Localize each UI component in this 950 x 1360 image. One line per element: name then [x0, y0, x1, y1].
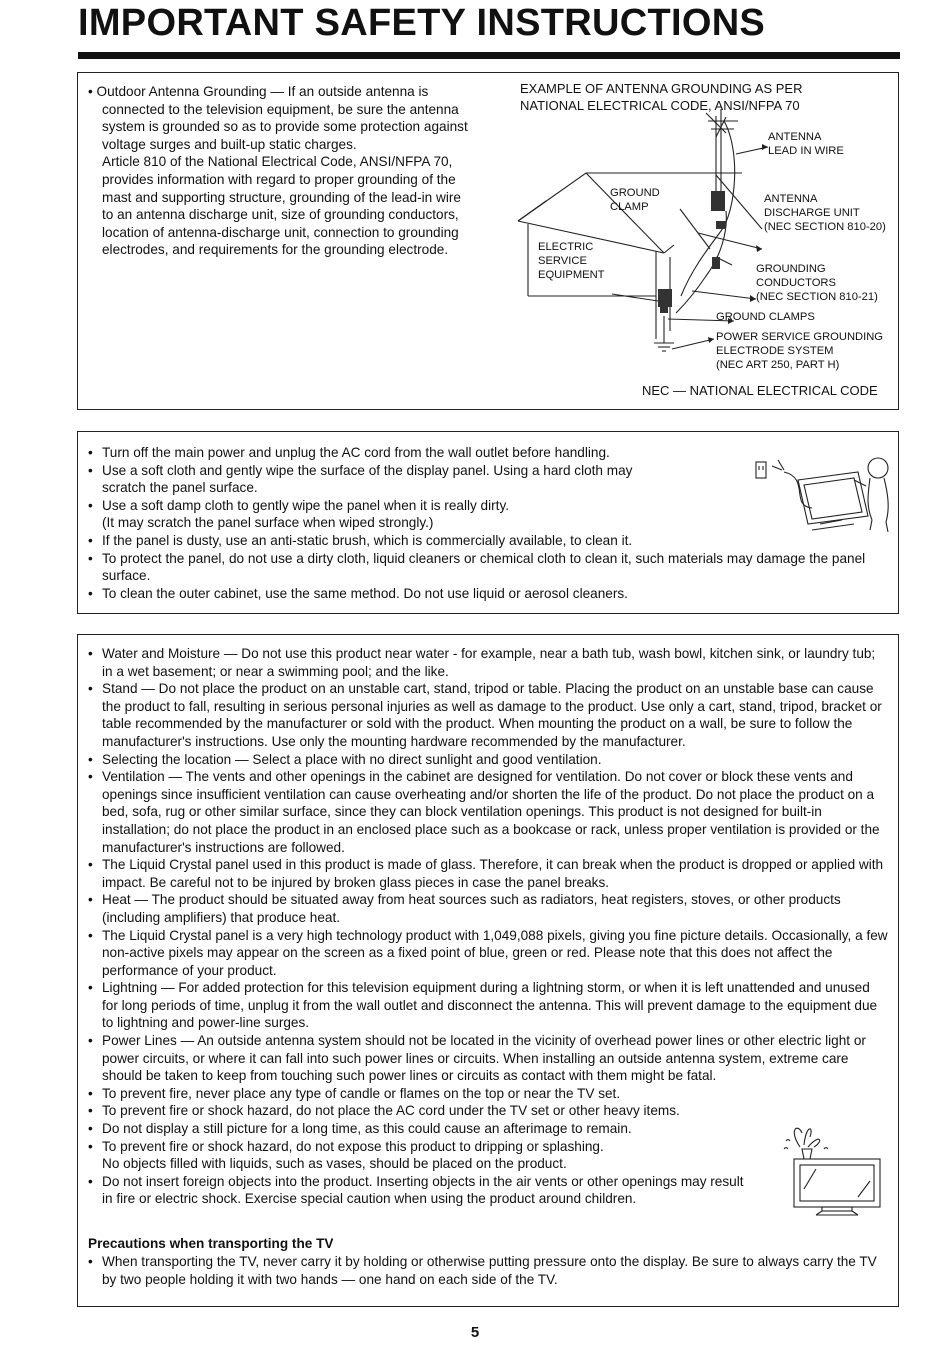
antenna-line: location of antenna-discharge unit, connection to grounding — [102, 224, 459, 240]
item-text: Stand — Do not place the product on an unstable cart, stand, tripod or table. Placing the product on an unstable base can cause the product to fall, resulting in serious personal injuries as well as damage to the product. Use only a cart, stand, tripod, bracket or table recommended by the manufacturer or sold with the product. When mounting the product on a wall, be sure to follow the manufacturer's instructions. Use only the mounting hardware recommended by the manufacturer. — [102, 681, 882, 749]
list-item — [88, 585, 888, 603]
list-item — [88, 1120, 888, 1138]
list-item — [88, 856, 888, 891]
list-item — [88, 1102, 888, 1120]
item-text: Lightning — For added protection for this television equipment during a lightning storm, or when it is left unattended and unused for long periods of time, unplug it from the wall outlet and disconnect the antenna. This will prevent damage to the equipment due to lightning and power-line surges. — [102, 980, 878, 1031]
item-text: To prevent fire, never place any type of candle or flames on the top or near the TV set. — [102, 1085, 621, 1101]
vase-on-tv-illustration — [778, 1119, 888, 1227]
item-text: Selecting the location — Select a place with no direct sunlight and good ventilation. — [102, 751, 602, 767]
label-electric-service: ELECTRIC — [538, 241, 594, 253]
label-power-service: ELECTRODE SYSTEM — [716, 345, 834, 357]
label-ground-clamps: GROUND CLAMPS — [716, 311, 815, 323]
antenna-line: mast and supporting structure, grounding of the lead-in wire — [102, 189, 461, 205]
label-antenna-lead: LEAD IN WIRE — [768, 145, 844, 157]
item-text: scratch the panel surface. — [102, 480, 258, 496]
nec-legend: NEC — NATIONAL ELECTRICAL CODE — [642, 383, 878, 398]
list-item — [88, 645, 888, 680]
label-electric-service: EQUIPMENT — [538, 269, 605, 281]
item-text: To clean the outer cabinet, use the same method. Do not use liquid or aerosol cleaners. — [102, 585, 628, 601]
list-item — [88, 891, 888, 926]
title-rule — [78, 52, 900, 59]
item-text: Heat — The product should be situated away from heat sources such as radiators, heat registers, stoves, or other products (including amplifiers) that produce heat. — [102, 892, 841, 925]
antenna-grounding-diagram — [516, 81, 896, 407]
antenna-line: Article 810 of the National Electrical Code, ANSI/NFPA 70, — [102, 154, 453, 170]
antenna-line: • Outdoor Antenna Grounding — If an outside antenna is — [88, 84, 429, 99]
list-item — [88, 1253, 888, 1288]
item-text: The Liquid Crystal panel used in this product is made of glass. Therefore, it can break when the product is dropped or applied with impact. Be careful not to be injured by broken glass pieces in case the panel breaks. — [102, 857, 884, 890]
label-grounding-conductors: (NEC SECTION 810-21) — [756, 291, 878, 303]
item-text: If the panel is dusty, use an anti-static brush, which is commercially available, to clean it. — [102, 532, 633, 548]
transport-section — [88, 1223, 888, 1288]
item-text: Do not insert foreign objects into the product. Inserting objects in the air vents or other openings may result in fire or electric shock. Exercise special caution when using the product around children. — [102, 1173, 744, 1207]
antenna-line: connected to the television equipment, be sure the antenna — [102, 101, 459, 117]
item-text: Ventilation — The vents and other openings in the cabinet are designed for ventilation. Do not cover or block these vents and openings since insufficient ventilation can cause overheating and/or shorten the life of the product. Do not place the product on a bed, sofa, rug or other similar surface, since they can block ventilation openings. This product is not designed for built-in installation; do not place the product in an enclosed place such as a bookcase or rack, unless proper ventilation is provided or the manufacturer's instructions are followed. — [102, 769, 880, 855]
antenna-grounding-section — [77, 72, 899, 410]
list-item — [88, 1085, 888, 1103]
list-item — [88, 751, 888, 769]
label-electric-service: SERVICE — [538, 255, 587, 267]
item-text: Do not display a still picture for a long time, as this could cause an afterimage to remain. — [102, 1121, 632, 1137]
item-text: Power Lines — An outside antenna system should not be located in the vicinity of overhead power lines or other electric light or power circuits, or where it can fall into such power lines or circuits. When installing an outside antenna system, extreme care should be taken to keep from touching such power lines or circuits as contact with them might be fatal. — [102, 1033, 866, 1084]
list-item — [88, 768, 888, 856]
label-grounding-conductors: CONDUCTORS — [756, 277, 836, 289]
safety-list — [88, 645, 888, 1208]
general-safety-section — [77, 634, 899, 1307]
antenna-line: voltage surges and built-up static charges. — [102, 136, 357, 152]
item-text: Use a soft cloth and gently wipe the surface of the display panel. Using a hard cloth may — [102, 462, 633, 478]
item-text: To protect the panel, do not use a dirty cloth, liquid cleaners or chemical cloth to clean it, such materials may damage the panel surface. — [102, 550, 866, 584]
diagram-heading: EXAMPLE OF ANTENNA GROUNDING AS PER — [520, 81, 803, 96]
item-text: To prevent fire or shock hazard, do not place the AC cord under the TV set or other heavy items. — [102, 1103, 680, 1119]
item-text: No objects filled with liquids, such as vases, should be placed on the product. — [102, 1156, 567, 1172]
cleaning-section — [77, 431, 899, 614]
list-item — [88, 927, 888, 980]
item-text: When transporting the TV, never carry it by holding or otherwise putting pressure onto the display. Be sure to always carry the TV by two people holding it with two hands — one hand on each side of the TV. — [102, 1254, 877, 1287]
label-discharge-unit: DISCHARGE UNIT — [764, 207, 860, 219]
unplug-and-wipe-illustration — [750, 450, 900, 540]
list-item — [88, 1138, 888, 1173]
antenna-grounding-text — [88, 83, 503, 259]
page-number: 5 — [470, 1324, 480, 1341]
list-item — [88, 550, 888, 585]
item-text: The Liquid Crystal panel is a very high technology product with 1,049,088 pixels, giving you fine picture details. Occasionally, a few non-active pixels may appear on the screen as a fixed point of blue, green or red. Please note that this does not affect the performance of your product. — [102, 927, 888, 978]
label-power-service: (NEC ART 250, PART H) — [716, 359, 840, 371]
antenna-line: to an antenna discharge unit, size of grounding conductors, — [102, 207, 459, 223]
label-antenna-lead: ANTENNA — [768, 131, 822, 143]
item-text: Turn off the main power and unplug the AC cord from the wall outlet before handling. — [102, 445, 610, 460]
transport-heading: Precautions when transporting the TV — [88, 1236, 334, 1251]
antenna-line: provides information with regard to proper grounding of the — [102, 171, 456, 187]
list-item — [88, 979, 888, 1032]
item-text: Water and Moisture — Do not use this product near water - for example, near a bath tub, wash bowl, kitchen sink, or laundry tub; in a wet basement; or near a swimming pool; and the like. — [102, 646, 876, 679]
label-power-service: POWER SERVICE GROUNDING — [716, 331, 884, 343]
antenna-line: electrodes, and requirements for the grounding electrode. — [102, 242, 449, 258]
diagram-heading: NATIONAL ELECTRICAL CODE, ANSI/NFPA 70 — [520, 98, 800, 113]
label-grounding-conductors: GROUNDING — [756, 263, 826, 275]
list-item — [88, 1032, 888, 1085]
page-title: IMPORTANT SAFETY INSTRUCTIONS — [78, 2, 766, 44]
label-discharge-unit: (NEC SECTION 810-20) — [764, 221, 886, 233]
item-text: Use a soft damp cloth to gently wipe the panel when it is really dirty. — [102, 497, 510, 513]
list-item — [88, 680, 888, 750]
antenna-line: system is grounded so as to provide some protection against — [102, 119, 468, 135]
list-item — [88, 1173, 757, 1208]
label-discharge-unit: ANTENNA — [764, 193, 818, 205]
item-text: To prevent fire or shock hazard, do not expose this product to dripping or splashing. — [102, 1138, 604, 1154]
item-text: (It may scratch the panel surface when wiped strongly.) — [102, 515, 434, 531]
label-ground-clamp: GROUND — [610, 187, 660, 199]
transport-list — [88, 1253, 888, 1288]
label-ground-clamp: CLAMP — [610, 201, 649, 213]
